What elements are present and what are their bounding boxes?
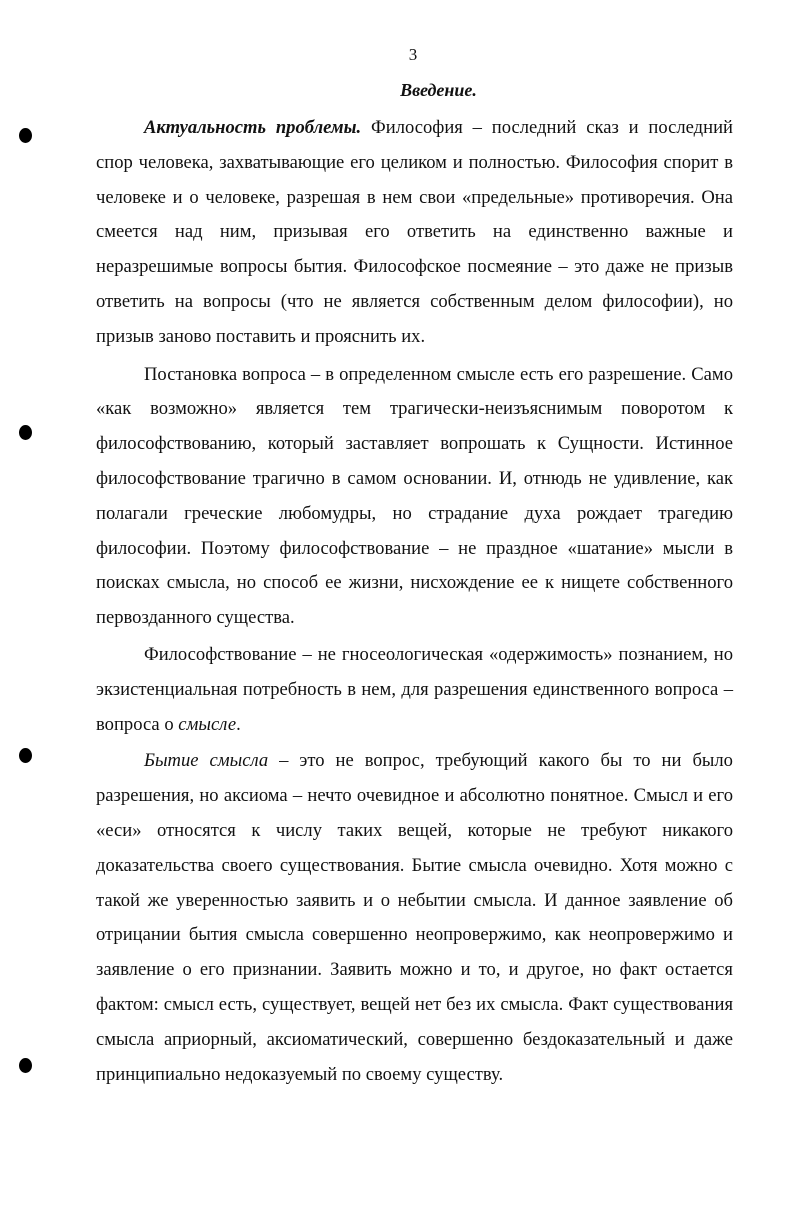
- paragraph-relevance: [96, 111, 733, 355]
- hole-2: [19, 425, 32, 440]
- hole-1: [19, 128, 32, 143]
- page-title: Введение.: [400, 80, 477, 100]
- paragraph-question: [96, 358, 733, 636]
- paragraph-lead: Актуальность проблемы.: [144, 117, 362, 138]
- paragraph-lead: Бытие смысла: [144, 750, 269, 772]
- paragraph-end: .: [236, 713, 241, 735]
- paragraph-philosophizing: [96, 638, 733, 742]
- paragraph-text: Философствование – не гносеологическая «одержимость» познанием, но экзистенциальная потребность в нем, для разрешения единственного вопроса – вопроса о: [96, 643, 733, 735]
- hole-4: [19, 1058, 32, 1073]
- hole-3: [19, 748, 32, 763]
- paragraph-being-of-meaning: [96, 744, 733, 1092]
- body-text: [96, 111, 733, 1092]
- paragraph-text: Философия – последний сказ и последний спор человека, захватывающие его целиком и полностью. Философия спорит в человеке и о человеке, разрешая в нем свои «предельные» противоречия. Она смеется над ним, призывая его ответить на единственно важные и неразрешимые вопросы бытия. Философское посмеяние – это даже не призыв ответить на вопросы (что не является собственным делом философии), но призыв заново поставить и прояснить их.: [96, 117, 733, 347]
- paragraph-text: – это не вопрос, требующий какого бы то ни было разрешения, но аксиома – нечто очевидное и абсолютно понятное. Смысл и его «еси» относятся к числу таких вещей, которые не требуют никакого доказательства своего существования. Бытие смысла очевидно. Хотя можно с такой же уверенностью заявить и о небытии смысла. И данное заявление об отрицании бытия смысла совершенно неопровержимо, как неопровержимо и заявление о его признании. Заявить можно и то, и другое, но факт остается фактом: смысл есть, существует, вещей нет без их смысла. Факт существования смысла априорный, аксиоматический, совершенно бездоказательный и даже принципиально недоказуемый по своему существу.: [96, 750, 733, 1085]
- page-number: 3: [408, 45, 418, 64]
- paragraph-italic-word: смысле: [178, 713, 237, 735]
- paragraph-text: Постановка вопроса – в определенном смысле есть его разрешение. Само «как возможно» является тем трагически-неизъяснимым поворотом к философствованию, который заставляет вопрошать к Сущности. Истинное философствование трагично в самом основании. И, отнюдь не удивление, как полагали греческие любомудры, но страдание духа рождает трагедию философии. Поэтому философствование – не праздное «шатание» мысли в поисках смысла, но способ ее жизни, нисхождение ее к нищете собственного первозданного существа.: [96, 363, 733, 629]
